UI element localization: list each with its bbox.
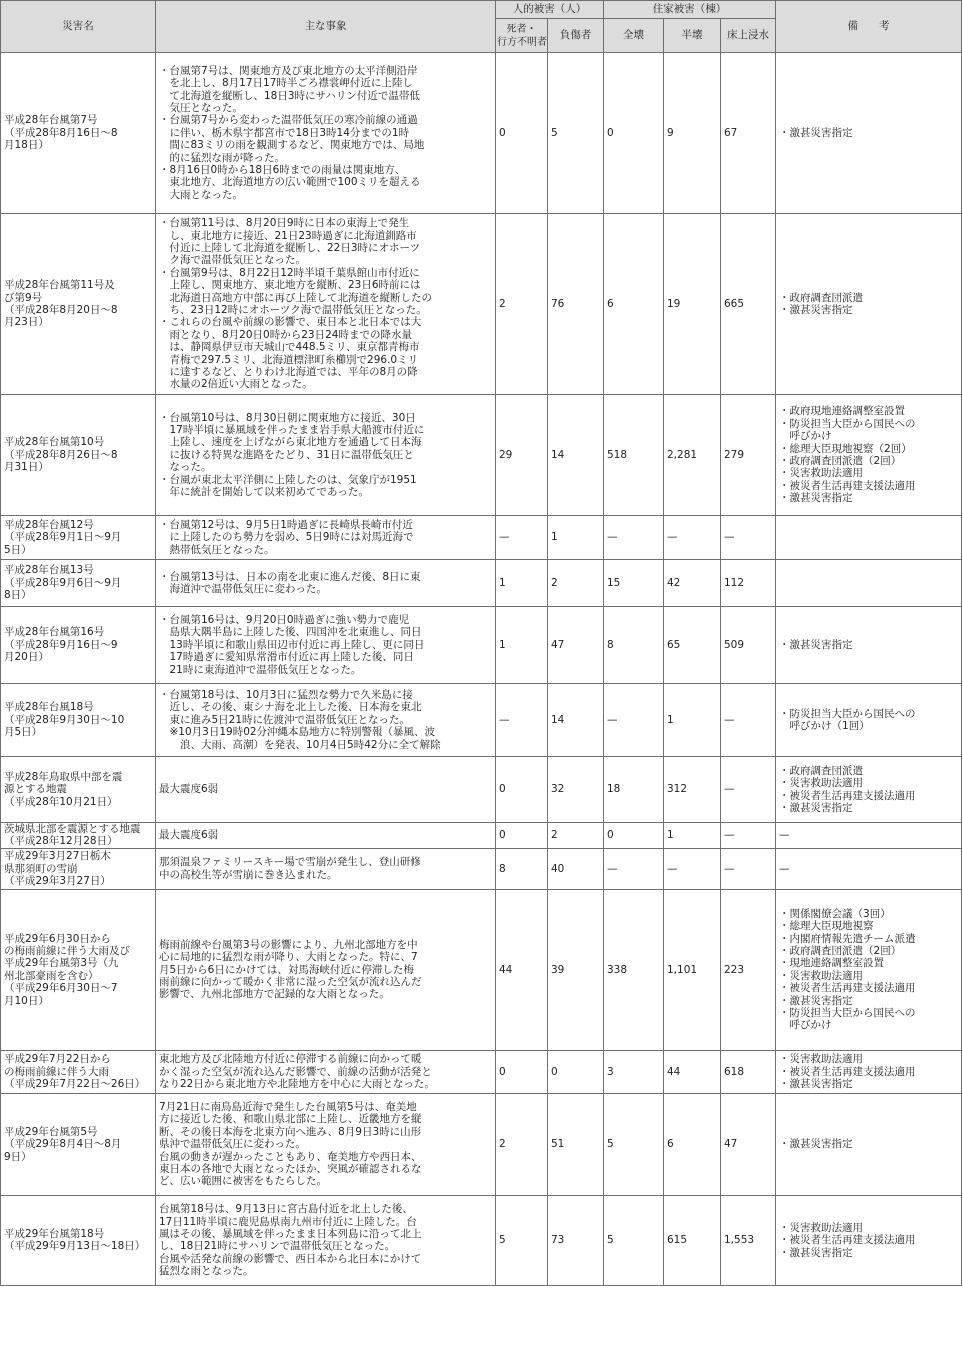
- event-line: に上陸したのち勢力を弱め、5日9時には対馬近海で: [159, 531, 414, 544]
- disaster-name-line: 月10日）: [4, 994, 49, 1007]
- cell-dead-missing: 5: [496, 1195, 548, 1285]
- cell-disaster-name: [1, 607, 156, 684]
- event-line: 気圧となった。: [159, 101, 243, 114]
- disaster-name-line: び第9号: [4, 291, 43, 304]
- cell-notes: [776, 848, 962, 889]
- event-line: ・台風第9号は、8月22日12時半頃千葉県館山市付近に: [159, 266, 420, 279]
- disaster-name-line: 平成28年台風第10号: [4, 436, 105, 449]
- event-line: 大雨となった。: [159, 188, 243, 201]
- cell-dead-missing: 2: [496, 214, 548, 395]
- header-human-damage: 人的被害（人）: [496, 1, 604, 19]
- disaster-name-line: の梅雨前線に伴う大雨: [4, 1065, 109, 1078]
- event-line: 東に進み5日21時に佐渡沖で温帯低気圧となった。: [159, 713, 411, 726]
- table-row: [1, 848, 962, 889]
- cell-half-loss: 65: [664, 607, 721, 684]
- cell-disaster-name: [1, 823, 156, 849]
- event-line: 那須温泉ファミリースキー場で雪崩が発生し、登山研修: [159, 856, 421, 869]
- cell-flooded: 47: [721, 1093, 776, 1195]
- disaster-name-line: 平成28年台風12号: [4, 518, 94, 531]
- cell-half-loss: 312: [664, 757, 721, 823]
- note-line: ・激甚災害指定: [779, 994, 853, 1007]
- disaster-name-line: 平成29年台風第18号: [4, 1227, 105, 1240]
- disaster-name-line: 月31日）: [4, 461, 49, 474]
- event-line: 方に接近した後、和歌山県北部に上陸し、近畿地方を縦: [159, 1113, 422, 1126]
- cell-main-events: [156, 53, 496, 214]
- event-line: て北海道を縦断し、18日3時にサハリン付近で温帯低: [159, 89, 420, 102]
- cell-disaster-name: [1, 848, 156, 889]
- cell-dead-missing: 1: [496, 607, 548, 684]
- cell-half-loss: 615: [664, 1195, 721, 1285]
- event-line: 心に局地的に猛烈な雨が降り、大雨となった。特に、7: [159, 951, 418, 964]
- table-row: [1, 823, 962, 849]
- cell-notes: [776, 889, 962, 1050]
- cell-notes: [776, 53, 962, 214]
- event-line: 北海道日高地方中部に再び上陸して北海道を縦断したの: [159, 291, 432, 304]
- cell-main-events: [156, 823, 496, 849]
- cell-injured: 51: [548, 1093, 604, 1195]
- cell-disaster-name: [1, 1195, 156, 1285]
- cell-total-loss: 5: [604, 1195, 664, 1285]
- event-line: 雨前線に向かって暖かく非常に湿った空気が流れ込んだ: [159, 976, 422, 989]
- note-line: —: [779, 862, 790, 875]
- event-line: 東日本の各地で大雨となったほか、突風が確認されるな: [159, 1162, 422, 1175]
- disaster-name-line: の梅雨前線に伴う大雨及び: [4, 945, 130, 957]
- table-row: [1, 516, 962, 560]
- cell-disaster-name: [1, 889, 156, 1050]
- event-line: 上陸し、関東地方、東北地方を縦断、23日6時前には: [159, 279, 421, 292]
- cell-flooded: 665: [721, 214, 776, 395]
- cell-injured: 76: [548, 214, 604, 395]
- cell-flooded: 67: [721, 53, 776, 214]
- header-housing-damage: 住家被害（棟）: [604, 1, 776, 19]
- event-line: は、静岡県伊豆市天城山で448.5ミリ、東京都青梅市: [159, 341, 420, 354]
- event-line: 海道沖で温帯低気圧に変わった。: [159, 583, 327, 595]
- disaster-name-line: （平成28年9月30日～10: [4, 713, 125, 726]
- cell-injured: 0: [548, 1050, 604, 1093]
- cell-half-loss: 44: [664, 1050, 721, 1093]
- cell-flooded: —: [721, 684, 776, 757]
- event-line: 熱帯低気圧となった。: [159, 543, 275, 556]
- event-line: 梅雨前線や台風第3号の影響により、九州北部地方を中: [159, 938, 418, 951]
- header-disaster-name: 災害名: [1, 1, 156, 53]
- cell-notes: [776, 516, 962, 560]
- cell-disaster-name: [1, 214, 156, 395]
- cell-injured: 1: [548, 516, 604, 560]
- event-line: ※10月3日19時02分沖縄本島地方に特別警報（暴風、波: [159, 726, 436, 739]
- cell-notes: [776, 1050, 962, 1093]
- event-line: に伴い、栃木県宇都宮市で18日3時14分までの1時: [159, 126, 410, 139]
- cell-half-loss: —: [664, 516, 721, 560]
- cell-flooded: 112: [721, 560, 776, 607]
- note-line: ・災害救助法適用: [779, 467, 864, 480]
- cell-dead-missing: 1: [496, 560, 548, 607]
- cell-main-events: [156, 560, 496, 607]
- disaster-name-line: （平成29年7月22日～26日）: [4, 1078, 146, 1091]
- cell-total-loss: 0: [604, 53, 664, 214]
- disaster-name-line: 平成28年鳥取県中部を震: [4, 770, 123, 783]
- cell-disaster-name: [1, 757, 156, 823]
- note-line: ・災害救助法適用: [779, 1221, 864, 1234]
- cell-total-loss: 5: [604, 1093, 664, 1195]
- event-line: 東北地方及び北陸地方付近に停滞する前線に向かって暖: [159, 1053, 422, 1066]
- cell-injured: 47: [548, 607, 604, 684]
- cell-total-loss: 6: [604, 214, 664, 395]
- cell-notes: [776, 560, 962, 607]
- cell-injured: 32: [548, 757, 604, 823]
- cell-notes: [776, 1195, 962, 1285]
- event-line: 7月21日に南鳥島近海で発生した台風第5号は、奄美地: [159, 1100, 417, 1113]
- disaster-name-line: 平成29年6月30日から: [4, 932, 111, 945]
- note-line: ・内閣府情報先遣チーム派遣: [779, 932, 916, 945]
- cell-notes: [776, 607, 962, 684]
- note-line: ・激甚災害指定: [779, 126, 853, 139]
- note-line: ・政府調査団派遣（2回）: [779, 945, 902, 957]
- cell-total-loss: 18: [604, 757, 664, 823]
- event-line: 間に83ミリの雨を観測するなど、関東地方では、局地: [159, 139, 425, 152]
- event-line: 年に統計を開始して以来初めてであった。: [159, 486, 369, 499]
- disaster-name-line: 平成29年台風第5号: [4, 1125, 98, 1138]
- disaster-name-line: （平成29年3月27日）: [4, 875, 111, 888]
- cell-dead-missing: 29: [496, 395, 548, 516]
- event-line: に抜ける特異な進路をたどり、31日に温帯低気圧と: [159, 448, 414, 461]
- cell-half-loss: 9: [664, 53, 721, 214]
- cell-total-loss: 0: [604, 823, 664, 849]
- event-line: し、東北地方に接近、21日23時過ぎに北海道釧路市: [159, 229, 417, 242]
- event-line: なり22日から東北地方や北陸地方を中心に大雨となった。: [159, 1078, 435, 1091]
- event-line: を北上し、8月17日17時半ごろ襟裳岬付近に上陸し: [159, 77, 413, 90]
- event-line: 21時に東海道沖で温帯低気圧となった。: [159, 663, 362, 676]
- disaster-name-line: 5日）: [4, 543, 32, 556]
- cell-disaster-name: [1, 395, 156, 516]
- disaster-name-line: （平成28年9月16日～9: [4, 638, 118, 651]
- note-line: ・政府調査団派遣: [779, 291, 864, 304]
- cell-injured: 40: [548, 848, 604, 889]
- table-row: [1, 1195, 962, 1285]
- cell-flooded: 618: [721, 1050, 776, 1093]
- disaster-name-line: （平成28年10月21日）: [4, 795, 118, 808]
- note-line: ・激甚災害指定: [779, 1246, 853, 1259]
- table-row: [1, 395, 962, 516]
- disaster-name-line: （平成28年9月6日～9月: [4, 576, 122, 589]
- disaster-name-line: （平成29年8月4日～8月: [4, 1138, 122, 1151]
- cell-dead-missing: 0: [496, 823, 548, 849]
- cell-main-events: [156, 1093, 496, 1195]
- note-line: ・総理大臣現地視察（2回）: [779, 442, 912, 455]
- note-line: ・防災担当大臣から国民への: [779, 707, 916, 720]
- cell-dead-missing: 0: [496, 757, 548, 823]
- cell-total-loss: —: [604, 684, 664, 757]
- cell-dead-missing: —: [496, 516, 548, 560]
- note-line: ・激甚災害指定: [779, 304, 853, 316]
- note-line: ・被災者生活再建支援法適用: [779, 1065, 916, 1078]
- event-line: 13時半頃に和歌山県田辺市付近に再上陸し、更に同日: [159, 638, 425, 651]
- event-line: ク海で温帯低気圧となった。: [159, 254, 306, 267]
- event-line: 的に猛烈な雨が降った。: [159, 151, 285, 164]
- cell-half-loss: 1: [664, 684, 721, 757]
- event-line: ・台風第7号は、関東地方及び東北地方の太平洋側沿岸: [159, 64, 418, 77]
- event-line: ・これらの台風や前線の影響で、東日本と北日本では大: [159, 316, 422, 329]
- event-line: 影響で、九州北部地方で記録的な大雨となった。: [159, 988, 390, 1001]
- cell-flooded: 223: [721, 889, 776, 1050]
- note-line: 呼びかけ: [779, 1019, 832, 1032]
- note-line: ・激甚災害指定: [779, 638, 853, 651]
- disaster-name-line: 源とする地震: [4, 783, 67, 796]
- disaster-name-line: 県那須町の雪崩: [4, 862, 78, 875]
- event-line: 近し、その後、東シナ海を北上した後、日本海を東北: [159, 701, 422, 714]
- note-line: ・激甚災害指定: [779, 1138, 853, 1151]
- event-line: ・台風第7号から変わった温帯低気圧の寒冷前線の通過: [159, 114, 418, 127]
- cell-total-loss: —: [604, 848, 664, 889]
- cell-notes: [776, 1093, 962, 1195]
- disaster-name-line: 平成28年台風13号: [4, 564, 94, 577]
- disaster-name-line: 平成28年台風18号: [4, 701, 94, 714]
- cell-injured: 2: [548, 823, 604, 849]
- header-injured: 負傷者: [548, 19, 604, 53]
- table-row: [1, 607, 962, 684]
- cell-disaster-name: [1, 53, 156, 214]
- note-line: ・被災者生活再建支援法適用: [779, 479, 916, 492]
- event-line: ・台風第12号は、9月5日1時過ぎに長崎県長崎市付近: [159, 518, 413, 531]
- event-line: 17時過ぎに愛知県常滑市付近に再上陸した後、同日: [159, 651, 414, 664]
- cell-injured: 73: [548, 1195, 604, 1285]
- cell-injured: 5: [548, 53, 604, 214]
- note-line: ・災害救助法適用: [779, 777, 864, 790]
- event-line: 島県大隅半島に上陸した後、四国沖を北東進し、同日: [159, 626, 422, 639]
- note-line: —: [779, 829, 790, 842]
- event-line: ・台風第10号は、8月30日朝に関東地方に接近、30日: [159, 411, 416, 424]
- header-dead-missing: 死者・ 行方不明者: [496, 19, 548, 53]
- cell-flooded: —: [721, 823, 776, 849]
- event-line: ・台風が東北太平洋側に上陸したのは、気象庁が1951: [159, 473, 417, 486]
- cell-dead-missing: 44: [496, 889, 548, 1050]
- cell-flooded: —: [721, 848, 776, 889]
- cell-total-loss: 8: [604, 607, 664, 684]
- cell-total-loss: —: [604, 516, 664, 560]
- note-line: ・被災者生活再建支援法適用: [779, 789, 916, 802]
- event-line: 上陸し、速度を上げながら東北地方を通過して日本海: [159, 436, 422, 449]
- event-line: ど、広い範囲に被害をもたらした。: [159, 1175, 327, 1188]
- event-line: 青梅で297.5ミリ、北海道標津町糸櫛別で296.0ミリ: [159, 353, 419, 366]
- disaster-name-line: 月23日）: [4, 316, 49, 329]
- disaster-name-line: （平成28年8月16日～8: [4, 126, 118, 139]
- cell-half-loss: 1,101: [664, 889, 721, 1050]
- cell-disaster-name: [1, 560, 156, 607]
- event-line: 水量の2倍近い大雨となった。: [159, 378, 313, 391]
- header-main-events: 主な事象: [156, 1, 496, 53]
- cell-flooded: 1,553: [721, 1195, 776, 1285]
- cell-dead-missing: 0: [496, 53, 548, 214]
- disaster-name-line: （平成28年8月20日～8: [4, 304, 118, 316]
- table-row: [1, 684, 962, 757]
- cell-total-loss: 338: [604, 889, 664, 1050]
- cell-main-events: [156, 214, 496, 395]
- event-line: 中の高校生等が雪崩に巻き込まれた。: [159, 868, 338, 881]
- event-line: ち、23日12時にオホーツク海で温帯低気圧となった。: [159, 304, 427, 316]
- disaster-name-line: 9日）: [4, 1150, 32, 1163]
- header-total-loss: 全壊: [604, 19, 664, 53]
- cell-disaster-name: [1, 1050, 156, 1093]
- disaster-name-line: 平成29年3月27日栃木: [4, 850, 111, 863]
- cell-notes: [776, 214, 962, 395]
- event-line: かく湿った空気が流れ込んだ影響で、前線の活動が活発と: [159, 1065, 432, 1078]
- cell-dead-missing: 8: [496, 848, 548, 889]
- note-line: ・防災担当大臣から国民への: [779, 417, 916, 430]
- cell-injured: 14: [548, 395, 604, 516]
- note-line: ・現地連絡調整室設置: [779, 957, 885, 970]
- table-row: [1, 53, 962, 214]
- cell-total-loss: 518: [604, 395, 664, 516]
- disaster-name-line: 8日）: [4, 589, 32, 602]
- event-line: 台風第18号は、9月13日に宮古島付近を北上した後、: [159, 1203, 413, 1216]
- cell-main-events: [156, 516, 496, 560]
- note-line: ・激甚災害指定: [779, 801, 853, 814]
- event-line: 風はその後、暴風域を伴ったまま日本列島に沿って北上: [159, 1227, 422, 1240]
- disaster-name-line: （平成28年8月26日～8: [4, 448, 118, 461]
- table-row: [1, 1093, 962, 1195]
- note-line: 呼びかけ: [779, 430, 832, 443]
- disaster-name-line: 平成28年台風第16号: [4, 626, 105, 639]
- event-line: 17日11時半頃に鹿児島県南九州市付近に上陸した。台: [159, 1215, 417, 1228]
- event-line: 月5日から6日にかけては、対馬海峡付近に停滞した梅: [159, 963, 414, 976]
- cell-main-events: [156, 1050, 496, 1093]
- table-row: [1, 889, 962, 1050]
- event-line: 付近に上陸して北海道を縦断し、22日3時にオホーツ: [159, 241, 421, 254]
- cell-notes: [776, 757, 962, 823]
- disaster-name-line: 月5日）: [4, 726, 43, 739]
- note-line: ・被災者生活再建支援法適用: [779, 1234, 916, 1247]
- cell-flooded: 279: [721, 395, 776, 516]
- note-line: ・激甚災害指定: [779, 1078, 853, 1091]
- note-line: ・政府現地連絡調整室設置: [779, 405, 906, 418]
- disaster-name-line: 茨城県北部を震源とする地震: [4, 823, 141, 835]
- note-line: ・防災担当大臣から国民への: [779, 1007, 916, 1020]
- cell-half-loss: 19: [664, 214, 721, 395]
- note-line: ・激甚災害指定: [779, 492, 853, 505]
- cell-injured: 39: [548, 889, 604, 1050]
- cell-half-loss: 6: [664, 1093, 721, 1195]
- event-line: 県沖で温帯低気圧に変わった。: [159, 1138, 306, 1151]
- note-line: ・関係閣僚会議（3回）: [779, 907, 891, 920]
- disaster-name-line: 平成28年台風第11号及: [4, 279, 115, 292]
- event-line: 台風や活発な前線の影響で、西日本から北日本にかけて: [159, 1252, 422, 1265]
- cell-main-events: [156, 1195, 496, 1285]
- cell-total-loss: 15: [604, 560, 664, 607]
- header-flooded: 床上浸水: [721, 19, 776, 53]
- disaster-name-line: 平成28年台風第7号: [4, 114, 98, 127]
- event-line: 17時半頃に暴風域を伴ったまま岩手県大船渡市付近に: [159, 423, 425, 436]
- note-line: ・被災者生活再建支援法適用: [779, 982, 916, 995]
- event-line: 最大震度6弱: [159, 783, 219, 796]
- cell-notes: [776, 684, 962, 757]
- event-line: 東北地方、北海道地方の広い範囲で100ミリを超える: [159, 176, 421, 189]
- disaster-name-line: 平成29年7月22日から: [4, 1053, 111, 1066]
- table-row: [1, 560, 962, 607]
- cell-dead-missing: 2: [496, 1093, 548, 1195]
- event-line: ・台風第11号は、8月20日9時に日本の東海上で発生: [159, 217, 410, 230]
- cell-half-loss: 42: [664, 560, 721, 607]
- cell-disaster-name: [1, 684, 156, 757]
- cell-flooded: —: [721, 516, 776, 560]
- cell-main-events: [156, 889, 496, 1050]
- cell-half-loss: —: [664, 848, 721, 889]
- disaster-name-line: （平成28年12月28日）: [4, 835, 118, 848]
- cell-flooded: —: [721, 757, 776, 823]
- cell-dead-missing: —: [496, 684, 548, 757]
- event-line: ・8月16日0時から18日6時までの雨量は関東地方、: [159, 164, 406, 177]
- event-line: 台風の動きが遅かったこともあり、奄美地方や西日本、: [159, 1150, 422, 1163]
- cell-disaster-name: [1, 516, 156, 560]
- table-row: [1, 214, 962, 395]
- event-line: し、18日21時にサハリンで温帯低気圧となった。: [159, 1240, 396, 1253]
- table-row: [1, 1050, 962, 1093]
- note-line: ・政府調査団派遣: [779, 764, 864, 777]
- cell-injured: 14: [548, 684, 604, 757]
- disaster-name-line: （平成29年6月30日～7: [4, 982, 118, 995]
- header-half-loss: 半壊: [664, 19, 721, 53]
- event-line: ・台風第18号は、10月3日に猛烈な勢力で久米島に接: [159, 688, 413, 701]
- cell-main-events: [156, 848, 496, 889]
- event-line: 浪、大雨、高潮）を発表、10月4日5時42分に全て解除: [159, 738, 441, 751]
- note-line: ・総理大臣現地視察: [779, 920, 874, 933]
- cell-main-events: [156, 684, 496, 757]
- event-line: 最大震度6弱: [159, 829, 219, 842]
- disaster-name-line: （平成28年9月1日～9月: [4, 531, 122, 544]
- event-line: ・台風第16号は、9月20日0時過ぎに強い勢力で鹿児: [159, 613, 410, 626]
- header-notes: 備 考: [776, 1, 962, 53]
- disaster-name-line: 平成29年台風第3号（九: [4, 957, 119, 970]
- event-line: なった。: [159, 461, 212, 474]
- cell-dead-missing: 0: [496, 1050, 548, 1093]
- cell-main-events: [156, 607, 496, 684]
- event-line: 断、その後日本海を北東方向へ進み、8月9日3時に山形: [159, 1125, 422, 1138]
- event-line: に達するなど、とりわけ北海道では、平年の8月の降: [159, 366, 418, 379]
- cell-total-loss: 3: [604, 1050, 664, 1093]
- cell-notes: [776, 395, 962, 516]
- cell-flooded: 509: [721, 607, 776, 684]
- cell-half-loss: 2,281: [664, 395, 721, 516]
- cell-main-events: [156, 757, 496, 823]
- event-line: ・台風第13号は、日本の南を北東に進んだ後、8日に東: [159, 570, 421, 583]
- disaster-name-line: 州北部豪雨を含む）: [4, 969, 99, 982]
- cell-notes: [776, 823, 962, 849]
- note-line: 呼びかけ（1回）: [779, 720, 870, 732]
- disaster-name-line: 月18日）: [4, 139, 49, 152]
- cell-injured: 2: [548, 560, 604, 607]
- note-line: ・災害救助法適用: [779, 1053, 864, 1066]
- note-line: ・災害救助法適用: [779, 969, 864, 982]
- cell-disaster-name: [1, 1093, 156, 1195]
- disaster-name-line: （平成29年9月13日～18日）: [4, 1240, 146, 1253]
- event-line: 雨となり、8月20日0時から23日24時までの降水量: [159, 328, 412, 341]
- cell-main-events: [156, 395, 496, 516]
- event-line: 猛烈な雨となった。: [159, 1265, 254, 1278]
- note-line: ・政府調査団派遣（2回）: [779, 455, 902, 467]
- table-row: [1, 757, 962, 823]
- cell-half-loss: 1: [664, 823, 721, 849]
- disaster-name-line: 月20日）: [4, 651, 49, 664]
